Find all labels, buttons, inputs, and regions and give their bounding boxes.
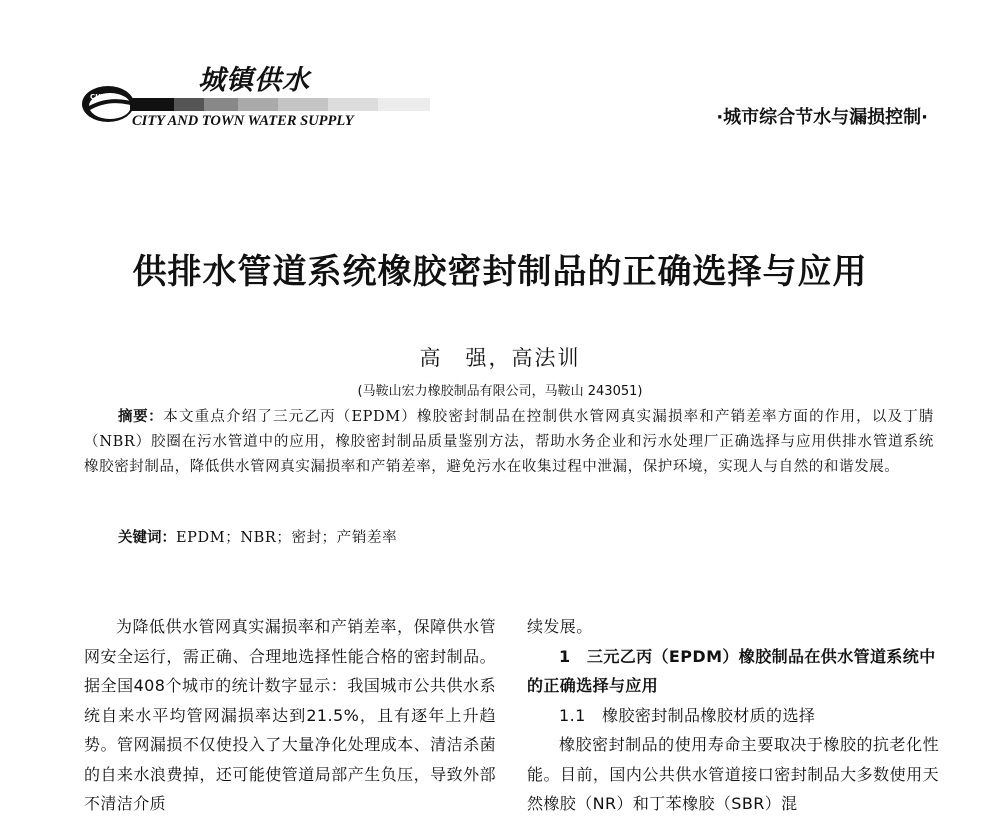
affiliation: (马鞍山宏力橡胶制品有限公司，马鞍山 243051) [357,384,643,399]
body-left-column [84,612,496,819]
journal-name-en: CITY AND TOWN WATER SUPPLY [132,113,354,129]
abstract [84,405,934,480]
journal-logo [80,58,380,138]
keywords [118,526,397,547]
abstract-text: 本文重点介绍了三元乙丙（EPDM）橡胶密封制品在控制供水管网真实漏损率和产销差率方面的作用，以及丁腈（NBR）胶圈在污水管道中的应用，橡胶密封制品质量鉴别方法，帮助水务企业和污水处理厂正确选择与应用供排水管道系统橡胶密封制品，降低供水管网真实漏损率和产销差率，避免污水在收集过程中泄漏，保护环境，实现人与自然的和谐发展。 [84,409,935,475]
subsection-heading: 1.1 橡胶密封制品橡胶材质的选择 [559,705,816,725]
journal-logo-bar [130,98,430,111]
body-right-column [527,612,939,819]
section-heading: 1 三元乙丙（EPDM）橡胶制品在供水管道系统中的正确选择与应用 [527,646,936,695]
keywords-label: 关键词： [118,530,176,546]
paper-title: 供排水管道系统橡胶密封制品的正确选择与应用 [132,252,868,292]
body-paragraph: 橡胶密封制品的使用寿命主要取决于橡胶的抗老化性能。目前，国内公共供水管道接口密封制品大多数使用天然橡胶（NR）和丁苯橡胶（SBR）混 [527,735,939,813]
authors: 高 强，高法训 [419,346,581,370]
journal-name-cn: 城镇供水 [198,65,310,96]
keywords-text: EPDM；NBR；密封；产销差率 [176,530,398,546]
continuation-text: 续发展。 [527,617,593,636]
emblem-text: CUWA [90,93,114,101]
abstract-label: 摘要： [118,409,164,425]
body-paragraph: 为降低供水管网真实漏损率和产销差率，保障供水管网安全运行，需正确、合理地选择性能合格的密封制品。据全国408个城市的统计数字显示：我国城市公共供水系统自来水平均管网漏损率达到21.5%，且有逐年上升趋势。管网漏损不仅使投入了大量净化处理成本、清洁杀菌的自来水浪费掉，还可能使管道局部产生负压，导致外部不清洁介质 [84,617,496,813]
column-tag: ·城市综合节水与漏损控制· [716,107,928,128]
